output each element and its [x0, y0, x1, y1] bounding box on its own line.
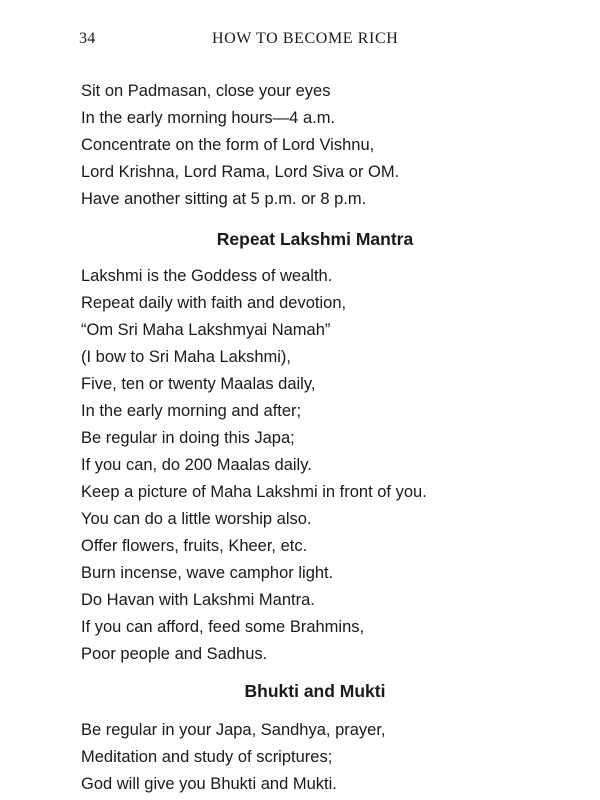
book-title: HOW TO BECOME RICH [212, 30, 399, 47]
text-line: Have another sitting at 5 p.m. or 8 p.m. [81, 190, 367, 208]
stanza-lakshmi-mantra [81, 263, 561, 668]
text-line: Concentrate on the form of Lord Vishnu, [81, 136, 375, 154]
stanza-meditation [81, 78, 561, 213]
text-line: Five, ten or twenty Maalas daily, [81, 375, 316, 393]
stanza-bhukti-mukti [81, 717, 561, 798]
text-line: Do Havan with Lakshmi Mantra. [81, 591, 315, 609]
text-line: In the early morning hours—4 a.m. [81, 109, 336, 127]
text-line: God will give you Bhukti and Mukti. [81, 775, 337, 793]
text-line: Keep a picture of Maha Lakshmi in front of you. [81, 483, 427, 501]
text-line: If you can afford, feed some Brahmins, [81, 618, 365, 636]
section-heading-lakshmi-mantra: Repeat Lakshmi Mantra [216, 229, 414, 249]
text-line: You can do a little worship also. [81, 510, 312, 528]
text-line: Poor people and Sadhus. [81, 645, 268, 663]
text-line: Burn incense, wave camphor light. [81, 564, 334, 582]
text-line: “Om Sri Maha Lakshmyai Namah” [81, 321, 331, 339]
text-line: Repeat daily with faith and devotion, [81, 294, 347, 312]
text-line: If you can, do 200 Maalas daily. [81, 456, 312, 474]
running-header [0, 30, 600, 50]
text-line: (I bow to Sri Maha Lakshmi), [81, 348, 291, 366]
text-line: Offer flowers, fruits, Kheer, etc. [81, 537, 308, 555]
page-body [81, 78, 561, 798]
text-line: Be regular in your Japa, Sandhya, prayer, [81, 721, 386, 739]
text-line: Lakshmi is the Goddess of wealth. [81, 267, 333, 285]
text-line: Meditation and study of scriptures; [81, 748, 333, 766]
page-number: 34 [79, 30, 96, 47]
section-heading-bhukti-mukti: Bhukti and Mukti [244, 681, 386, 701]
text-line: Lord Krishna, Lord Rama, Lord Siva or OM. [81, 163, 400, 181]
text-line: Be regular in doing this Japa; [81, 429, 295, 447]
text-line: In the early morning and after; [81, 402, 302, 420]
text-line: Sit on Padmasan, close your eyes [81, 82, 331, 100]
